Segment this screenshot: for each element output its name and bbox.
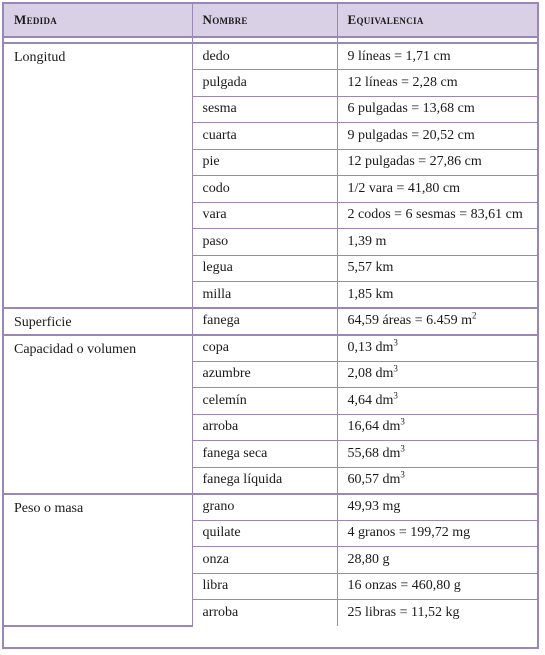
- unit-exponent: 3: [393, 337, 398, 348]
- nombre-cell: vara: [192, 202, 337, 229]
- nombre-cell: quilate: [192, 520, 337, 547]
- equivalencia-value: 12 líneas = 2,28 cm: [347, 74, 458, 90]
- equivalencia-cell: [337, 43, 537, 70]
- table-row: [4, 335, 537, 362]
- equivalencia-value: 49,93 mg: [347, 499, 401, 514]
- equivalencia-value: 9 líneas = 1,71 cm: [347, 48, 451, 64]
- unit-exponent: 2: [472, 310, 477, 321]
- equivalencia-cell: [337, 520, 537, 547]
- equivalencia-value: 28,80 g: [347, 551, 390, 567]
- medida-cell: Longitud: [4, 43, 192, 308]
- equivalencia-value: 2,08 dm: [347, 366, 394, 382]
- header-medida: Medida: [4, 4, 192, 37]
- equivalencia-value: 16 onzas = 460,80 g: [347, 578, 461, 594]
- equivalencia-cell: [337, 573, 537, 600]
- equivalencia-cell: [337, 335, 537, 362]
- medida-cell: Superficie: [4, 308, 192, 335]
- equivalencia-cell: [337, 282, 537, 309]
- nombre-cell: libra: [192, 573, 337, 600]
- medida-cell: Peso o masa: [4, 494, 192, 627]
- equivalencia-cell: [337, 494, 537, 521]
- equivalencia-cell: [337, 441, 537, 468]
- equivalencia-value: 12 pulgadas = 27,86 cm: [347, 154, 482, 170]
- nombre-cell: dedo: [192, 43, 337, 70]
- measures-table: [4, 4, 537, 627]
- equivalencia-cell: [337, 96, 537, 123]
- equivalencia-cell: [337, 547, 537, 574]
- nombre-cell: paso: [192, 229, 337, 256]
- equivalencia-cell: [337, 414, 537, 441]
- nombre-cell: fanega líquida: [192, 467, 337, 494]
- equivalencia-value: 1/2 vara = 41,80 cm: [347, 180, 460, 196]
- header-row: [4, 4, 537, 37]
- unit-exponent: 3: [400, 469, 405, 480]
- equivalencia-value: 25 libras = 11,52 kg: [347, 605, 460, 620]
- nombre-cell: sesma: [192, 96, 337, 123]
- equivalencia-value: 4 granos = 199,72 mg: [347, 525, 471, 541]
- equivalencia-cell: [337, 176, 537, 203]
- equivalencia-cell: [337, 600, 537, 627]
- equivalencia-cell: [337, 123, 537, 150]
- nombre-cell: cuarta: [192, 123, 337, 150]
- nombre-cell: copa: [192, 335, 337, 362]
- header-nombre: Nombre: [192, 4, 337, 37]
- equivalencia-value: 64,59 áreas = 6.459 m: [347, 313, 473, 329]
- table-row: [4, 43, 537, 70]
- equivalencia-cell: [337, 361, 537, 388]
- nombre-cell: onza: [192, 547, 337, 574]
- unit-exponent: 3: [393, 363, 398, 374]
- equivalencia-value: 1,85 km: [347, 286, 394, 302]
- unit-exponent: 3: [393, 390, 398, 401]
- nombre-cell: milla: [192, 282, 337, 309]
- equivalencia-value: 4,64 dm: [347, 392, 394, 408]
- table-row: [4, 308, 537, 335]
- equivalencia-value: 1,39 m: [347, 233, 387, 249]
- equivalencia-value: 2 codos = 6 sesmas = 83,61 cm: [347, 207, 523, 223]
- nombre-cell: codo: [192, 176, 337, 203]
- equivalencia-cell: [337, 149, 537, 176]
- equivalencia-value: 5,57 km: [347, 260, 394, 276]
- measures-table-frame: [2, 2, 539, 649]
- nombre-cell: pulgada: [192, 70, 337, 97]
- nombre-cell: fanega seca: [192, 441, 337, 468]
- nombre-cell: arroba: [192, 414, 337, 441]
- equivalencia-value: 6 pulgadas = 13,68 cm: [347, 101, 475, 117]
- equivalencia-value: 9 pulgadas = 20,52 cm: [347, 127, 475, 143]
- equivalencia-cell: [337, 202, 537, 229]
- equivalencia-cell: [337, 255, 537, 282]
- equivalencia-value: 55,68 dm: [347, 445, 401, 461]
- header-equivalencia: Equivalencia: [337, 4, 537, 37]
- nombre-cell: legua: [192, 255, 337, 282]
- equivalencia-value: 16,64 dm: [347, 419, 401, 435]
- equivalencia-cell: [337, 70, 537, 97]
- medida-cell: Capacidad o volumen: [4, 335, 192, 494]
- equivalencia-value: 0,13 dm: [347, 340, 394, 355]
- nombre-cell: pie: [192, 149, 337, 176]
- equivalencia-cell: [337, 467, 537, 494]
- unit-exponent: 3: [400, 416, 405, 427]
- nombre-cell: grano: [192, 494, 337, 521]
- equivalencia-cell: [337, 308, 537, 335]
- equivalencia-cell: [337, 229, 537, 256]
- table-body: [4, 37, 537, 626]
- table-row: [4, 494, 537, 521]
- nombre-cell: arroba: [192, 600, 337, 627]
- unit-exponent: 3: [400, 443, 405, 454]
- equivalencia-value: 60,57 dm: [347, 472, 401, 487]
- nombre-cell: azumbre: [192, 361, 337, 388]
- nombre-cell: fanega: [192, 308, 337, 335]
- nombre-cell: celemín: [192, 388, 337, 415]
- equivalencia-cell: [337, 388, 537, 415]
